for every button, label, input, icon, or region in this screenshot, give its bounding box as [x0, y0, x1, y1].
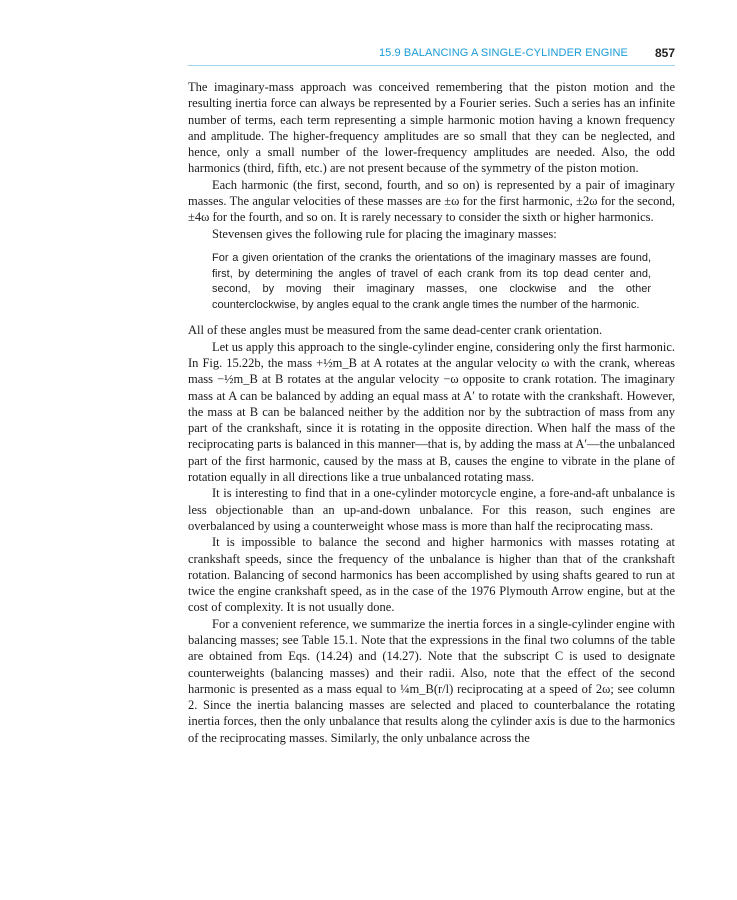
- paragraph: For a convenient reference, we summarize the inertia forces in a single-cylinder engine with balancing masses; see Table 15.1. Note that the expressions in the final two columns of the table are obtained from Eqs. (14.24) and (14.27). Note that the subscript C is used to designate counterweights (balancing masses) and their radii. Also, note that the effect of the second harmonic is presented as a mass equal to ¼m_B(r/l) reciprocating at a speed of 2ω; see column 2. Since the inertia balancing masses are selected and placed to counterbalance the rotating inertia forces, then the only unbalance that results along the cylinder axis is due to the harmonics of the reciprocating masses. Similarly, the only unbalance across the: [188, 616, 675, 745]
- paragraph: It is impossible to balance the second and higher harmonics with masses rotating at crankshaft speeds, since the frequency of the unbalance is higher than that of the crankshaft rotation. Balancing of second harmonics has been accomplished by using shafts geared to run at twice the engine crankshaft speed, as in the case of the 1976 Plymouth Arrow engine, but at the cost of complexity. It is not usually done.: [188, 535, 675, 615]
- paragraph: The imaginary-mass approach was conceived remembering that the piston motion and the resulting inertia force can always be represented by a Fourier series. Such a series has an infinite number of terms, each term representing a simple harmonic motion having a known frequency and amplitude. The higher-frequency amplitudes are so small that they can be neglected, and hence, only a small number of the lower-frequency amplitudes are needed. Also, the odd harmonics (third, fifth, etc.) are not present because of the symmetry of the piston motion.: [188, 80, 675, 176]
- paragraph: It is interesting to find that in a one-cylinder motorcycle engine, a fore-and-aft unbalance is less objectionable than an up-and-down unbalance. For this reason, such engines are overbalanced by using a counterweight whose mass is more than half the reciprocating mass.: [188, 486, 675, 533]
- block-quote: For a given orientation of the cranks the orientations of the imaginary masses are found, first, by determining the angles of travel of each crank from its top dead center and, second, by moving their imaginary masses, one clockwise and the other counterclockwise, by angles equal to the crank angle times the number of the harmonic.: [212, 251, 651, 311]
- running-header: [188, 45, 675, 66]
- body-text: [188, 79, 675, 746]
- page-number: 857: [654, 46, 675, 60]
- section-title: 15.9 BALANCING A SINGLE-CYLINDER ENGINE: [378, 47, 628, 59]
- paragraph: Each harmonic (the first, second, fourth, and so on) is represented by a pair of imaginary masses. The angular velocities of these masses are ±ω for the first harmonic, ±2ω for the second, ±4ω for the fourth, and so on. It is rarely necessary to consider the sixth or higher harmonics.: [188, 177, 675, 225]
- paragraph: Stevensen gives the following rule for placing the imaginary masses:: [212, 226, 557, 241]
- paragraph: Let us apply this approach to the single-cylinder engine, considering only the first harmonic. In Fig. 15.22b, the mass +½m_B at A rotates at the angular velocity ω with the crank, whereas mass −½m_B at B rotates at the angular velocity −ω opposite to crank rotation. The imaginary mass at A can be balanced by adding an equal mass at A′ to rotate with the crankshaft. However, the mass at B can be balanced neither by the addition nor by the subtraction of mass from any part of the crankshaft, since it is rotating in the opposite direction. When half the mass of the reciprocating parts is balanced in this manner—that is, by adding the mass at A′—the unbalanced part of the first harmonic, caused by the mass at B, causes the engine to vibrate in the plane of rotation equally in all directions like a true unbalanced rotating mass.: [188, 339, 675, 485]
- paragraph: All of these angles must be measured from the same dead-center crank orientation.: [188, 323, 603, 338]
